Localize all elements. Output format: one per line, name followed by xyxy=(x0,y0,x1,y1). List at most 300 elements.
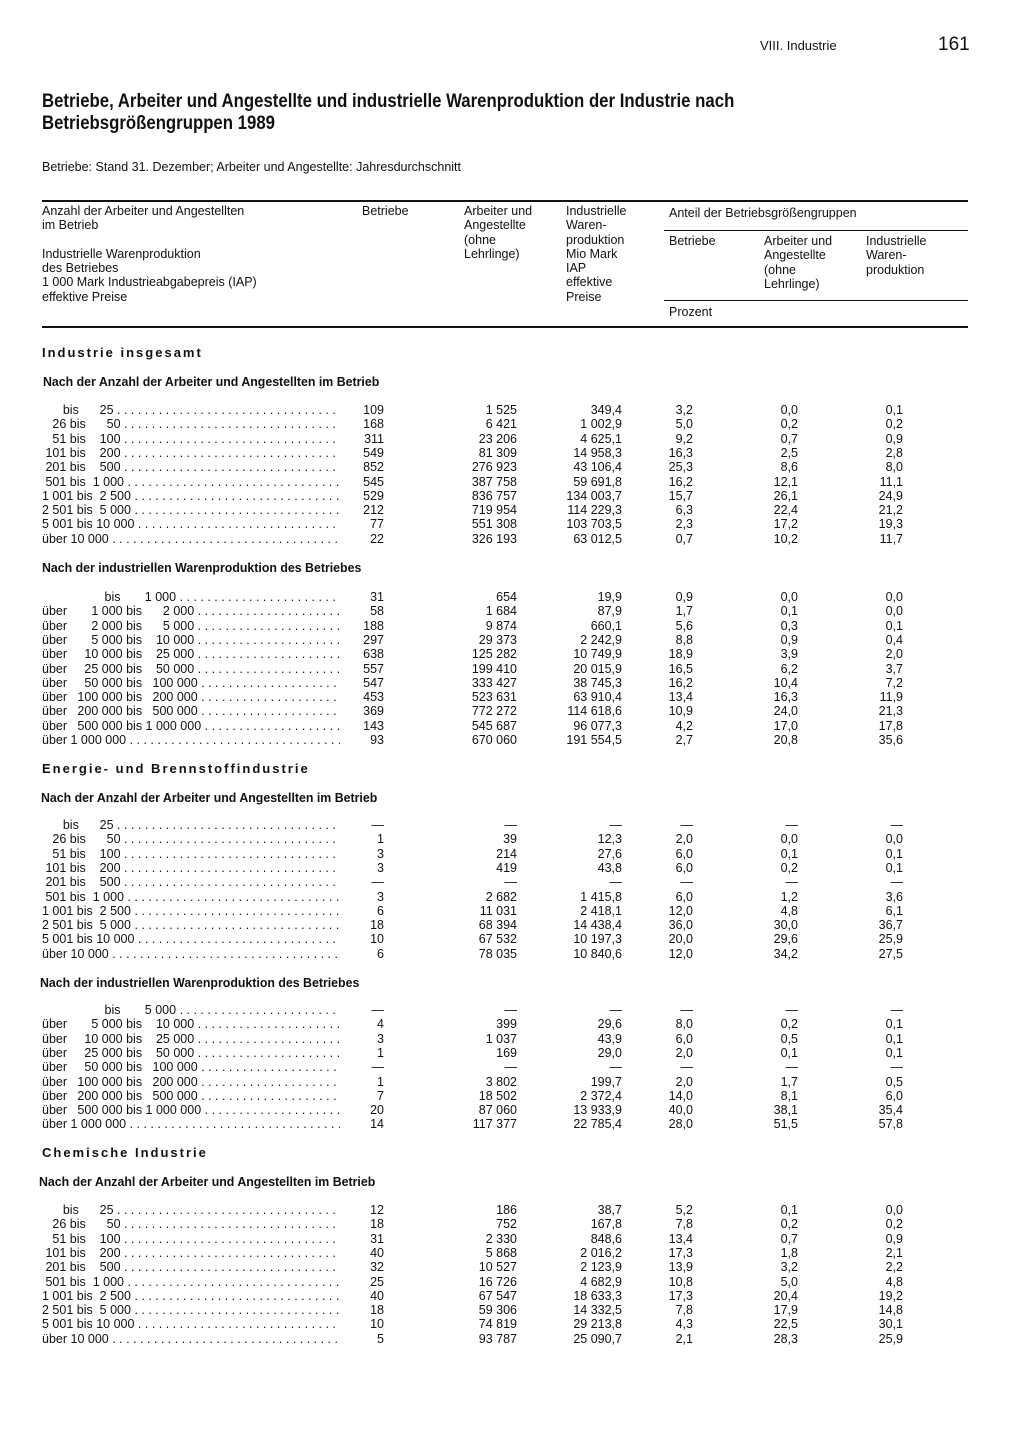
cell-p1: 15,7 xyxy=(668,488,693,503)
section-title: Industrie insgesamt xyxy=(42,345,203,360)
cell-p3: — xyxy=(890,1060,903,1075)
cell-produktion: 29,6 xyxy=(597,1017,622,1032)
cell-arbeiter: 59 306 xyxy=(478,1303,517,1318)
cell-p3: 19,2 xyxy=(878,1288,903,1303)
header-betriebe: Betriebe xyxy=(362,204,409,218)
cell-p3: 0,1 xyxy=(885,846,903,861)
cell-produktion: 43,8 xyxy=(597,860,622,875)
cell-produktion: 10 840,6 xyxy=(573,946,622,961)
row-label: 5 001 bis 10 000 . . . xyxy=(42,932,340,946)
cell-betriebe: 25 xyxy=(370,1274,384,1289)
cell-produktion: 25 090,7 xyxy=(573,1331,622,1346)
cell-betriebe: 168 xyxy=(363,417,384,432)
cell-p1: 5,0 xyxy=(675,417,693,432)
row-label: 501 bis 1 000 . . . xyxy=(42,1275,340,1289)
cell-arbeiter: — xyxy=(504,875,517,890)
cell-p2: 0,2 xyxy=(780,1017,798,1032)
cell-p3: 0,9 xyxy=(885,431,903,446)
cell-produktion: 29,0 xyxy=(597,1045,622,1060)
table-row xyxy=(0,1232,1024,1246)
cell-p1: 4,2 xyxy=(675,718,693,733)
table-row xyxy=(0,590,1024,604)
row-label: 1 001 bis 2 500 . . . xyxy=(42,1289,340,1303)
cell-p1: 2,0 xyxy=(675,1045,693,1060)
row-label: 5 001 bis 10 000 . . . xyxy=(42,517,340,531)
cell-p3: 0,0 xyxy=(885,604,903,619)
row-label: über 5 000 bis 10 000 . . . xyxy=(42,633,340,647)
cell-p1: 2,1 xyxy=(675,1331,693,1346)
row-label: über 1 000 000 . . . xyxy=(42,733,340,747)
cell-p2: — xyxy=(785,875,798,890)
cell-produktion: 114 229,3 xyxy=(567,503,622,518)
cell-betriebe: 58 xyxy=(370,604,384,619)
cell-produktion: 14 332,5 xyxy=(573,1303,622,1318)
group-title: Nach der Anzahl der Arbeiter und Angestellten im Betrieb xyxy=(39,1174,376,1189)
table-row xyxy=(0,861,1024,875)
row-label: bis 25 . . . xyxy=(42,818,340,832)
row-label: 2 501 bis 5 000 . . . xyxy=(42,918,340,932)
table-row xyxy=(0,662,1024,676)
cell-p1: 6,0 xyxy=(675,846,693,861)
cell-p2: 24,0 xyxy=(773,704,798,719)
table-row xyxy=(0,932,1024,946)
table-row xyxy=(0,604,1024,618)
cell-p3: 2,1 xyxy=(885,1245,903,1260)
cell-p2: 20,4 xyxy=(773,1288,798,1303)
cell-p1: 6,0 xyxy=(675,889,693,904)
table-row xyxy=(0,619,1024,633)
row-label: 201 bis 500 . . . xyxy=(42,875,340,889)
cell-p3: 0,0 xyxy=(885,832,903,847)
row-label: über 50 000 bis 100 000 . . . xyxy=(42,676,340,690)
cell-produktion: 114 618,6 xyxy=(567,704,622,719)
cell-arbeiter: 836 757 xyxy=(471,488,517,503)
cell-p1: 7,8 xyxy=(675,1303,693,1318)
row-label: 2 501 bis 5 000 . . . xyxy=(42,503,340,517)
cell-p1: 20,0 xyxy=(668,932,693,947)
row-label: 2 501 bis 5 000 . . . xyxy=(42,1303,340,1317)
table-row xyxy=(0,1303,1024,1317)
cell-p3: 4,8 xyxy=(885,1274,903,1289)
cell-arbeiter: 2 330 xyxy=(485,1231,517,1246)
cell-p2: 0,2 xyxy=(780,860,798,875)
cell-p2: 0,0 xyxy=(780,590,798,604)
cell-p1: 2,0 xyxy=(675,832,693,847)
cell-arbeiter: 67 532 xyxy=(478,932,517,947)
cell-p2: 3,9 xyxy=(780,647,798,662)
cell-p1: 7,8 xyxy=(675,1217,693,1232)
cell-arbeiter: 399 xyxy=(496,1017,517,1032)
row-label: 51 bis 100 . . . xyxy=(42,1232,340,1246)
row-label: über 10 000 . . . xyxy=(42,947,340,961)
cell-p1: — xyxy=(680,875,693,890)
cell-betriebe: 1 xyxy=(377,1074,384,1089)
cell-produktion: 12,3 xyxy=(597,832,622,847)
row-label: über 500 000 bis 1 000 000 . . . xyxy=(42,1103,340,1117)
cell-p3: — xyxy=(890,818,903,832)
cell-betriebe: — xyxy=(371,875,384,890)
cell-p2: 0,0 xyxy=(780,403,798,417)
table-row xyxy=(0,1046,1024,1060)
cell-produktion: 191 554,5 xyxy=(566,733,622,747)
cell-arbeiter: — xyxy=(504,1003,517,1017)
row-label: über 10 000 bis 25 000 . . . xyxy=(42,1032,340,1046)
cell-betriebe: 453 xyxy=(363,690,384,705)
cell-betriebe: 297 xyxy=(363,632,384,647)
cell-arbeiter: 169 xyxy=(496,1045,517,1060)
cell-betriebe: 3 xyxy=(377,846,384,861)
cell-betriebe: 7 xyxy=(377,1088,384,1103)
cell-p2: 17,9 xyxy=(773,1303,798,1318)
row-label: über 25 000 bis 50 000 . . . xyxy=(42,662,340,676)
cell-arbeiter: 9 874 xyxy=(485,618,517,633)
page-title: Betriebe, Arbeiter und Angestellte und industrielle Warenproduktion der Industrie nach Betriebsgrößengruppen 1989 xyxy=(42,90,735,134)
cell-arbeiter: 10 527 xyxy=(478,1260,517,1275)
cell-p2: 0,2 xyxy=(780,417,798,432)
cell-p2: 17,2 xyxy=(773,517,798,532)
cell-p1: 6,0 xyxy=(675,860,693,875)
cell-betriebe: 143 xyxy=(363,718,384,733)
cell-arbeiter: 125 282 xyxy=(471,647,517,662)
cell-p3: 0,1 xyxy=(885,403,903,417)
cell-p2: 8,1 xyxy=(780,1088,798,1103)
cell-p3: 14,8 xyxy=(878,1303,903,1318)
table-row xyxy=(0,403,1024,417)
cell-produktion: 63 012,5 xyxy=(573,531,622,546)
table-row xyxy=(0,633,1024,647)
row-label: über 200 000 bis 500 000 . . . xyxy=(42,704,340,718)
cell-produktion: 14 958,3 xyxy=(573,445,622,460)
header-bottom-rule xyxy=(42,326,968,328)
cell-p1: 9,2 xyxy=(675,431,693,446)
cell-p3: 8,0 xyxy=(885,460,903,475)
cell-betriebe: — xyxy=(371,1060,384,1075)
row-label: 5 001 bis 10 000 . . . xyxy=(42,1317,340,1331)
cell-p1: 6,3 xyxy=(675,503,693,518)
row-label: bis 1 000 . . . xyxy=(42,590,340,604)
cell-betriebe: 3 xyxy=(377,860,384,875)
cell-arbeiter: 23 206 xyxy=(478,431,517,446)
cell-p3: 6,0 xyxy=(885,1088,903,1103)
cell-p3: 0,4 xyxy=(885,632,903,647)
cell-betriebe: 12 xyxy=(370,1203,384,1217)
cell-p2: — xyxy=(785,818,798,832)
cell-p3: 27,5 xyxy=(878,946,903,961)
cell-p2: — xyxy=(785,1060,798,1075)
cell-arbeiter: 545 687 xyxy=(471,718,517,733)
cell-p1: 28,0 xyxy=(668,1117,693,1132)
row-label: über 1 000 000 . . . xyxy=(42,1117,340,1131)
cell-p3: 6,1 xyxy=(885,903,903,918)
cell-p2: 0,5 xyxy=(780,1031,798,1046)
cell-betriebe: 20 xyxy=(370,1103,384,1118)
cell-p1: 12,0 xyxy=(668,903,693,918)
cell-arbeiter: 199 410 xyxy=(471,661,517,676)
header-stub: Anzahl der Arbeiter und Angestellten im Betrieb Industrielle Warenproduktion des Betriebes 1 000 Mark Industrieabgabepreis (IAP) effektive Preise xyxy=(42,204,257,304)
cell-p3: — xyxy=(890,1003,903,1017)
cell-p2: 38,1 xyxy=(773,1103,798,1118)
cell-p2: 30,0 xyxy=(773,918,798,933)
table-row xyxy=(0,1117,1024,1131)
cell-p1: — xyxy=(680,818,693,832)
cell-betriebe: 1 xyxy=(377,1045,384,1060)
cell-p1: — xyxy=(680,1060,693,1075)
cell-p3: 0,0 xyxy=(885,1203,903,1217)
cell-p2: 28,3 xyxy=(773,1331,798,1346)
cell-p2: 4,8 xyxy=(780,903,798,918)
cell-betriebe: 6 xyxy=(377,903,384,918)
cell-p2: 0,9 xyxy=(780,632,798,647)
cell-p3: 2,8 xyxy=(885,445,903,460)
cell-produktion: 4 625,1 xyxy=(580,431,622,446)
group-title: Nach der Anzahl der Arbeiter und Angestellten im Betrieb xyxy=(43,374,380,389)
cell-p3: 2,2 xyxy=(885,1260,903,1275)
section-title: Energie- und Brennstoffindustrie xyxy=(42,761,310,776)
cell-arbeiter: 81 309 xyxy=(478,445,517,460)
cell-produktion: 199,7 xyxy=(590,1074,622,1089)
cell-betriebe: 549 xyxy=(363,445,384,460)
row-label: über 5 000 bis 10 000 . . . xyxy=(42,1017,340,1031)
cell-betriebe: 31 xyxy=(370,1231,384,1246)
table-row xyxy=(0,818,1024,832)
cell-betriebe: 40 xyxy=(370,1288,384,1303)
cell-produktion: 4 682,9 xyxy=(580,1274,622,1289)
cell-p2: 8,6 xyxy=(780,460,798,475)
cell-p1: 6,0 xyxy=(675,1031,693,1046)
cell-arbeiter: 719 954 xyxy=(471,503,517,518)
header-anteil-arbeiter: Arbeiter und Angestellte (ohne Lehrlinge) xyxy=(764,234,833,291)
prozent-rule xyxy=(664,300,968,301)
cell-betriebe: 10 xyxy=(370,932,384,947)
cell-betriebe: 18 xyxy=(370,1217,384,1232)
header-produktion: Industrielle Waren- produktion Mio Mark IAP effektive Preise xyxy=(566,204,627,304)
cell-produktion: 38,7 xyxy=(597,1203,622,1217)
table-row xyxy=(0,676,1024,690)
table-row xyxy=(0,1275,1024,1289)
table-row xyxy=(0,875,1024,889)
cell-betriebe: — xyxy=(371,1003,384,1017)
cell-produktion: 19,9 xyxy=(597,590,622,604)
cell-betriebe: 529 xyxy=(363,488,384,503)
table-row xyxy=(0,489,1024,503)
cell-p2: 3,2 xyxy=(780,1260,798,1275)
cell-p1: 10,9 xyxy=(668,704,693,719)
cell-p1: 16,5 xyxy=(668,661,693,676)
table-row xyxy=(0,475,1024,489)
cell-p1: 1,7 xyxy=(675,604,693,619)
cell-p1: 2,0 xyxy=(675,1074,693,1089)
cell-betriebe: 18 xyxy=(370,1303,384,1318)
row-label: über 10 000 bis 25 000 . . . xyxy=(42,647,340,661)
cell-arbeiter: — xyxy=(504,1060,517,1075)
cell-betriebe: 638 xyxy=(363,647,384,662)
cell-betriebe: 14 xyxy=(370,1117,384,1132)
row-label: 101 bis 200 . . . xyxy=(42,446,340,460)
cell-arbeiter: 5 868 xyxy=(485,1245,517,1260)
cell-p2: 0,1 xyxy=(780,1045,798,1060)
row-label: über 50 000 bis 100 000 . . . xyxy=(42,1060,340,1074)
cell-p3: 36,7 xyxy=(878,918,903,933)
row-label: über 500 000 bis 1 000 000 . . . xyxy=(42,719,340,733)
cell-betriebe: 852 xyxy=(363,460,384,475)
cell-p2: 17,0 xyxy=(773,718,798,733)
cell-p1: 5,2 xyxy=(675,1203,693,1217)
table-row xyxy=(0,503,1024,517)
table-row xyxy=(0,517,1024,531)
cell-produktion: 848,6 xyxy=(590,1231,622,1246)
cell-produktion: 167,8 xyxy=(590,1217,622,1232)
cell-arbeiter: 39 xyxy=(503,832,517,847)
row-label: über 200 000 bis 500 000 . . . xyxy=(42,1089,340,1103)
cell-produktion: 10 197,3 xyxy=(573,932,622,947)
table-row xyxy=(0,690,1024,704)
cell-p2: 0,7 xyxy=(780,431,798,446)
table-row xyxy=(0,733,1024,747)
cell-p2: 1,7 xyxy=(780,1074,798,1089)
cell-p3: 3,7 xyxy=(885,661,903,676)
cell-produktion: 96 077,3 xyxy=(573,718,622,733)
cell-p3: 0,0 xyxy=(885,590,903,604)
cell-arbeiter: 2 682 xyxy=(485,889,517,904)
table-top-rule xyxy=(42,200,968,202)
cell-p3: 0,5 xyxy=(885,1074,903,1089)
table-row xyxy=(0,532,1024,546)
cell-betriebe: — xyxy=(371,818,384,832)
table-row xyxy=(0,947,1024,961)
cell-p1: — xyxy=(680,1003,693,1017)
table-row xyxy=(0,432,1024,446)
cell-produktion: 349,4 xyxy=(590,403,622,417)
cell-p2: 1,8 xyxy=(780,1245,798,1260)
cell-arbeiter: 276 923 xyxy=(471,460,517,475)
cell-arbeiter: 186 xyxy=(496,1203,517,1217)
cell-arbeiter: 18 502 xyxy=(478,1088,517,1103)
cell-p3: 19,3 xyxy=(878,517,903,532)
cell-p2: 0,3 xyxy=(780,618,798,633)
cell-p3: 3,6 xyxy=(885,889,903,904)
table-row xyxy=(0,647,1024,661)
cell-p2: 1,2 xyxy=(780,889,798,904)
table-row xyxy=(0,1332,1024,1346)
cell-p1: 8,8 xyxy=(675,632,693,647)
row-label: über 10 000 . . . xyxy=(42,1332,340,1346)
table-row xyxy=(0,890,1024,904)
cell-p3: 35,6 xyxy=(878,733,903,747)
cell-p3: 11,9 xyxy=(879,690,903,705)
cell-p2: 0,2 xyxy=(780,1217,798,1232)
cell-produktion: 14 438,4 xyxy=(573,918,622,933)
cell-arbeiter: 68 394 xyxy=(478,918,517,933)
cell-betriebe: 40 xyxy=(370,1245,384,1260)
cell-arbeiter: 551 308 xyxy=(471,517,517,532)
cell-arbeiter: 1 684 xyxy=(485,604,517,619)
cell-p1: 16,3 xyxy=(668,445,693,460)
cell-p1: 13,4 xyxy=(668,690,693,705)
table-row xyxy=(0,460,1024,474)
cell-p3: 25,9 xyxy=(878,1331,903,1346)
row-label: über 100 000 bis 200 000 . . . xyxy=(42,690,340,704)
cell-p3: 0,1 xyxy=(885,860,903,875)
row-label: bis 25 . . . xyxy=(42,1203,340,1217)
cell-produktion: 2 016,2 xyxy=(580,1245,622,1260)
cell-p1: 17,3 xyxy=(668,1288,693,1303)
cell-betriebe: 369 xyxy=(363,704,384,719)
cell-p3: 25,9 xyxy=(878,932,903,947)
cell-produktion: 59 691,8 xyxy=(573,474,622,489)
cell-p1: 10,8 xyxy=(668,1274,693,1289)
cell-arbeiter: 6 421 xyxy=(485,417,517,432)
cell-produktion: 2 418,1 xyxy=(580,903,622,918)
cell-p3: 35,4 xyxy=(878,1103,903,1118)
cell-p1: 12,0 xyxy=(668,946,693,961)
cell-p2: 5,0 xyxy=(780,1274,798,1289)
row-label: 501 bis 1 000 . . . xyxy=(42,890,340,904)
cell-betriebe: 557 xyxy=(363,661,384,676)
table-row xyxy=(0,719,1024,733)
cell-p2: 0,0 xyxy=(780,832,798,847)
anteil-rule xyxy=(664,230,968,231)
cell-p3: 7,2 xyxy=(885,675,903,690)
row-label: über 10 000 . . . xyxy=(42,532,340,546)
cell-p2: 10,4 xyxy=(773,675,798,690)
cell-arbeiter: 87 060 xyxy=(478,1103,517,1118)
row-label: 26 bis 50 . . . xyxy=(42,1217,340,1231)
cell-produktion: — xyxy=(609,1003,622,1017)
cell-arbeiter: 11 031 xyxy=(479,903,517,918)
cell-p2: — xyxy=(785,1003,798,1017)
cell-betriebe: 6 xyxy=(377,946,384,961)
row-label: 501 bis 1 000 . . . xyxy=(42,475,340,489)
table-row xyxy=(0,446,1024,460)
cell-p1: 13,4 xyxy=(668,1231,693,1246)
table-row xyxy=(0,1060,1024,1074)
cell-produktion: 2 242,9 xyxy=(580,632,622,647)
cell-betriebe: 545 xyxy=(363,474,384,489)
cell-produktion: 29 213,8 xyxy=(573,1317,622,1332)
cell-p3: 30,1 xyxy=(878,1317,903,1332)
cell-p3: 11,7 xyxy=(879,531,903,546)
cell-produktion: 1 002,9 xyxy=(580,417,622,432)
cell-betriebe: 1 xyxy=(377,832,384,847)
cell-produktion: 43 106,4 xyxy=(573,460,622,475)
cell-produktion: 13 933,9 xyxy=(573,1103,622,1118)
table-row xyxy=(0,1003,1024,1017)
table-row xyxy=(0,1246,1024,1260)
cell-arbeiter: 3 802 xyxy=(485,1074,517,1089)
cell-p3: 21,2 xyxy=(878,503,903,518)
row-label: 26 bis 50 . . . xyxy=(42,417,340,431)
cell-betriebe: 77 xyxy=(370,517,384,532)
cell-produktion: 2 123,9 xyxy=(580,1260,622,1275)
header-arbeiter: Arbeiter und Angestellte (ohne Lehrlinge) xyxy=(464,204,533,261)
cell-p3: 0,1 xyxy=(885,1045,903,1060)
cell-p2: 2,5 xyxy=(780,445,798,460)
cell-p1: 40,0 xyxy=(668,1103,693,1118)
cell-produktion: 27,6 xyxy=(597,846,622,861)
cell-p3: 0,9 xyxy=(885,1231,903,1246)
group-title: Nach der industriellen Warenproduktion des Betriebes xyxy=(40,975,360,990)
cell-arbeiter: — xyxy=(504,818,517,832)
cell-produktion: 1 415,8 xyxy=(580,889,622,904)
cell-p3: — xyxy=(890,875,903,890)
table-row xyxy=(0,1103,1024,1117)
cell-p3: 0,1 xyxy=(885,1017,903,1032)
cell-betriebe: 4 xyxy=(377,1017,384,1032)
cell-arbeiter: 29 373 xyxy=(478,632,517,647)
table-row xyxy=(0,1217,1024,1231)
cell-arbeiter: 74 819 xyxy=(478,1317,517,1332)
row-label: 1 001 bis 2 500 . . . xyxy=(42,489,340,503)
